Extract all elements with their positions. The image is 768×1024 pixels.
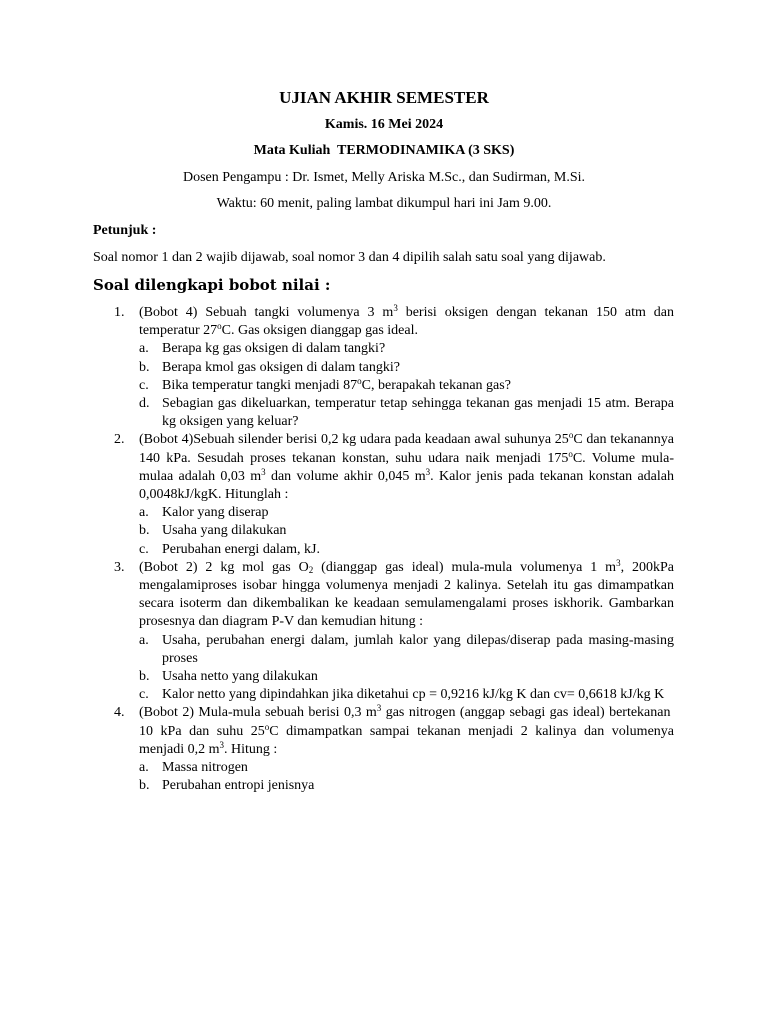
sub-question-item — [139, 541, 674, 559]
sub-question-list — [139, 632, 674, 705]
sub-question-text: Bika temperatur tangki menjadi 87$^o$C, berapakah tekanan gas? — [162, 375, 511, 393]
question-text: (Bobot 4) Sebuah tangki volumenya 3 $m^3$ berisi oksigen dengan tekanan 150 atm dan temperatur 27$^o$C. Gas oksigen dianggap gas ideal. — [139, 303, 674, 339]
sub-question-letter: c. — [139, 541, 149, 557]
question-number: 2. — [114, 432, 125, 448]
sub-question-item — [139, 759, 674, 777]
sub-question-item — [139, 340, 674, 358]
sub-question-text: Kalor yang diserap — [162, 505, 269, 521]
question-number: 1. — [114, 305, 125, 320]
sub-question-item — [139, 522, 674, 540]
question-item — [114, 559, 674, 705]
sub-question-letter: c. — [139, 377, 149, 393]
sub-question-item — [139, 777, 674, 795]
question-text: (Bobot 2) 2 kg mol gas $O_2$ (dianggap gas ideal) mula-mula volumenya 1 $m^3$, 200kPa mengalamiproses isobar hingga volumenya menjadi 2 kalinya. Setelah itu gas dimampatkan secara isoterm dan dikembalikan ke keadaan semulamengalami proses iskhorik. Gambarkan prosesnya dan diagram P-V dan kemudian hitung : — [139, 557, 674, 630]
sub-question-text: Perubahan energi dalam, kJ. — [162, 541, 320, 557]
sub-question-letter: b. — [139, 523, 150, 539]
sub-question-letter: d. — [139, 396, 150, 412]
sub-question-item — [139, 668, 674, 686]
sub-question-text: Perubahan entropi jenisnya — [162, 778, 315, 794]
sub-question-letter: b. — [139, 359, 150, 375]
question-item — [114, 431, 674, 558]
question-list — [114, 304, 674, 795]
sub-question-letter: a. — [139, 760, 149, 776]
course-name: Mata Kuliah TERMODINAMIKA (3 SKS) — [253, 143, 515, 158]
sub-question-text: Usaha, perubahan energi dalam, jumlah kalor yang dilepas/diserap pada masing-masing proses — [162, 632, 674, 666]
question-number: 3. — [114, 559, 125, 575]
sub-question-item — [139, 395, 674, 431]
question-number: 4. — [114, 705, 125, 721]
question-text: (Bobot 2) Mula-mula sebuah berisi 0,3 $m^3$ gas nitrogen (anggap sebagi gas ideal) bertekanan 10 kPa dan suhu 25$^o$C dimampatkan sampai tekanan menjadi 2 kalinya dan volumenya menjadi 0,2 $m^3$. Hitung : — [139, 703, 674, 757]
lecturer-line: Dosen Pengampu : Dr. Ismet, Melly Ariska M.Sc., dan Sudirman, M.Si. — [182, 170, 586, 185]
sub-question-text: Berapa kg gas oksigen di dalam tangki? — [162, 341, 386, 357]
sub-question-list — [139, 504, 674, 559]
sub-question-letter: a. — [139, 341, 149, 357]
exam-title: UJIAN AKHIR SEMESTER — [279, 88, 489, 107]
question-text: (Bobot 4)Sebuah silender berisi 0,2 kg udara pada keadaan awal suhunya 25$^o$C dan tekanannya 140 kPa. Sesudah proses tekanan konstan, suhu udara naik menjadi 175$^o$C. Volume mula-mulaa adalah 0,03 $m^3$ dan volume akhir 0,045 $m^3$. Kalor jenis pada tekanan konstan adalah 0,0048kJ/kgK. Hitunglah : — [139, 430, 675, 503]
sub-question-letter: a. — [139, 505, 149, 521]
sub-question-item — [139, 632, 674, 668]
sub-question-list — [139, 759, 674, 795]
sub-question-text: Sebagian gas dikeluarkan, temperatur tetap sehingga tekanan gas menjadi 15 atm. Berapa kg oksigen yang keluar? — [162, 396, 674, 430]
instructions-label: Petunjuk : — [93, 223, 157, 238]
question-item — [114, 704, 674, 795]
sub-question-list — [139, 340, 674, 431]
instructions-text: Soal nomor 1 dan 2 wajib dijawab, soal nomor 3 dan 4 dipilih salah satu soal yang dijawab. — [93, 250, 606, 265]
questions-heading: Soal dilengkapi bobot nilai : — [93, 276, 331, 294]
sub-question-text: Kalor netto yang dipindahkan jika diketahui cp = 0,9216 kJ/kg K dan cv= 0,6618 kJ/kg K — [162, 687, 665, 703]
time-line: Waktu: 60 menit, paling lambat dikumpul hari ini Jam 9.00. — [216, 196, 552, 211]
sub-question-item — [139, 686, 674, 704]
sub-question-letter: c. — [139, 687, 149, 703]
sub-question-text: Usaha netto yang dilakukan — [162, 669, 318, 685]
sub-question-letter: a. — [139, 632, 149, 648]
sub-question-item — [139, 504, 674, 522]
sub-question-text: Massa nitrogen — [162, 760, 248, 776]
sub-question-text: Berapa kmol gas oksigen di dalam tangki? — [162, 359, 400, 375]
sub-question-letter: b. — [139, 669, 150, 685]
sub-question-text: Usaha yang dilakukan — [162, 523, 287, 539]
exam-date: Kamis. 16 Mei 2024 — [324, 117, 444, 132]
sub-question-letter: b. — [139, 778, 150, 794]
question-item — [114, 304, 674, 431]
sub-question-item — [139, 377, 674, 395]
sub-question-item — [139, 359, 674, 377]
